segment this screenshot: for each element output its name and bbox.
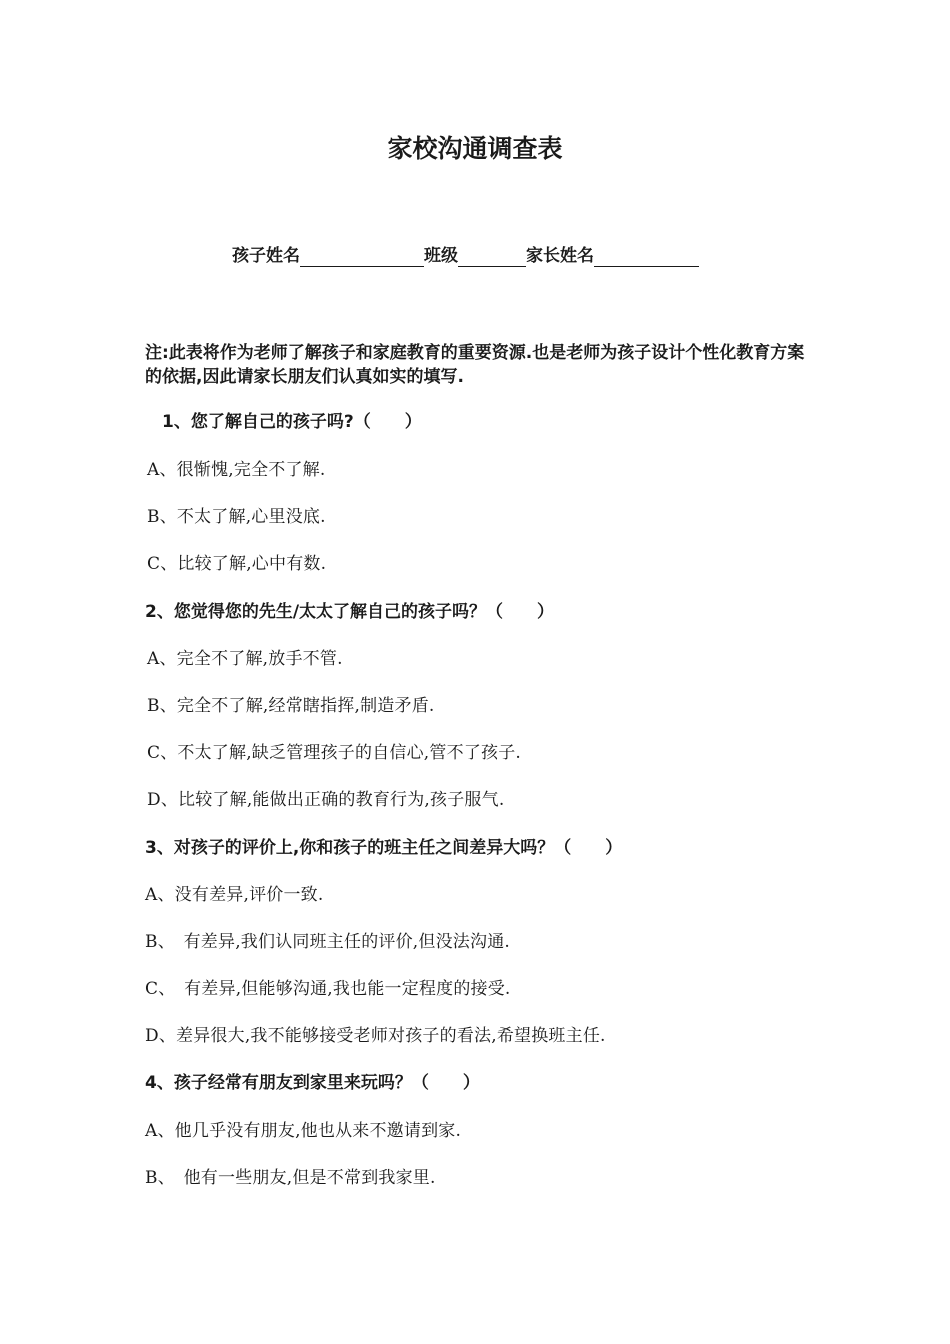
parent-name-label: 家长姓名 [526,246,594,266]
note-paragraph: 注:此表将作为老师了解孩子和家庭教育的重要资源.也是老师为孩子设计个性化教育方案的依据,因此请家长朋友们认真如实的填写. [145,343,805,387]
q4-option-b: B、 他有一些朋友,但是不常到我家里. [145,1168,436,1188]
question-1: 1、您了解自己的孩子吗?（ ） [162,412,422,432]
class-label: 班级 [424,246,458,266]
q3-option-b: B、 有差异,我们认同班主任的评价,但没法沟通. [145,932,511,952]
q2-option-d: D、比较了解,能做出正确的教育行为,孩子服气. [147,790,505,810]
q2-option-c: C、不太了解,缺乏管理孩子的自信心,管不了孩子. [147,743,522,763]
q3-option-d: D、差异很大,我不能够接受老师对孩子的看法,希望换班主任. [145,1026,606,1046]
child-name-label: 孩子姓名 [232,246,300,266]
class-blank[interactable] [458,248,526,267]
parent-name-blank[interactable] [594,248,699,267]
q2-option-b: B、完全不了解,经常瞎指挥,制造矛盾. [147,696,435,716]
q4-option-a: A、他几乎没有朋友,他也从来不邀请到家. [145,1121,462,1141]
q1-option-b: B、不太了解,心里没底. [147,507,326,527]
question-3: 3、对孩子的评价上,你和孩子的班主任之间差异大吗？（ ） [145,838,623,858]
question-4: 4、孩子经常有朋友到家里来玩吗？（ ） [145,1073,480,1093]
q3-option-c: C、 有差异,但能够沟通,我也能一定程度的接受. [145,979,511,999]
child-name-blank[interactable] [300,248,424,267]
q2-option-a: A、完全不了解,放手不管. [147,649,343,669]
q1-option-a: A、很惭愧,完全不了解. [147,460,326,480]
question-2: 2、您觉得您的先生/太太了解自己的孩子吗？（ ） [145,602,555,622]
q1-option-c: C、比较了解,心中有数. [147,554,327,574]
q3-option-a: A、没有差异,评价一致. [145,885,324,905]
info-line [232,245,699,267]
document-title: 家校沟通调查表 [387,134,563,163]
